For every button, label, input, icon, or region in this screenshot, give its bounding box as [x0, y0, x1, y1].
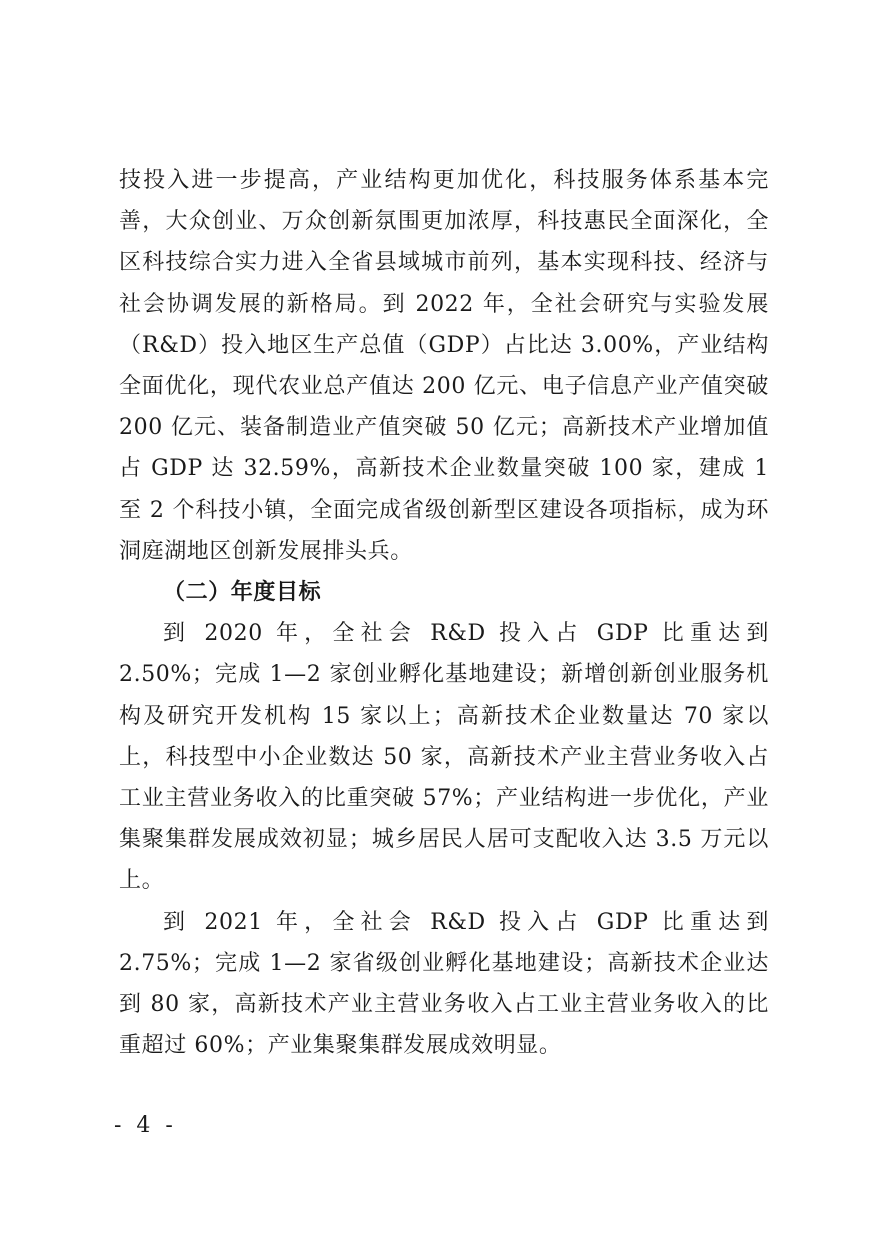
target-paragraph-2021: 到 2021 年，全社会 R&D 投入占 GDP 比重达到 2.75%；完成 1—2 家省级创业孵化基地建设；高新技术企业达到 80 家，高新技术产业主营业务收入占工业主营业务收入的比重超过 60%；产业集聚集群发展成效明显。 [119, 909, 769, 1059]
page-number: - 4 - [114, 1113, 177, 1138]
section-heading-annual-targets: （二）年度目标 [163, 579, 322, 606]
body-paragraph-continued: 技投入进一步提高，产业结构更加优化，科技服务体系基本完善，大众创业、万众创新氛围更加浓厚，科技惠民全面深化，全区科技综合实力进入全省县域城市前列，基本实现科技、经济与社会协调发展的新格局。到 2022 年，全社会研究与实验发展（R&D）投入地区生产总值（GDP）占比达 3.00%，产业结构全面优化，现代农业总产值达 200 亿元、电子信息产业产值突破 200 亿元、装备制造业产值突破 50 亿元；高新技术产业增加值占 GDP 达 32.59%，高新技术企业数量突破 100 家，建成 1 至 2 个科技小镇，全面完成省级创新型区建设各项指标，成为环洞庭湖地区创新发展排头兵。 [119, 168, 769, 564]
target-paragraph-2020: 到 2020 年，全社会 R&D 投入占 GDP 比重达到 2.50%；完成 1—2 家创业孵化基地建设；新增创新创业服务机构及研究开发机构 15 家以上；高新技术企业数量达 70 家以上，科技型中小企业数达 50 家，高新技术产业主营业务收入占工业主营业务收入的比重突破 57%；产业结构进一步优化，产业集聚集群发展成效初显；城乡居民人居可支配收入达 3.5 万元以上。 [119, 621, 769, 894]
document-body [119, 160, 769, 1066]
